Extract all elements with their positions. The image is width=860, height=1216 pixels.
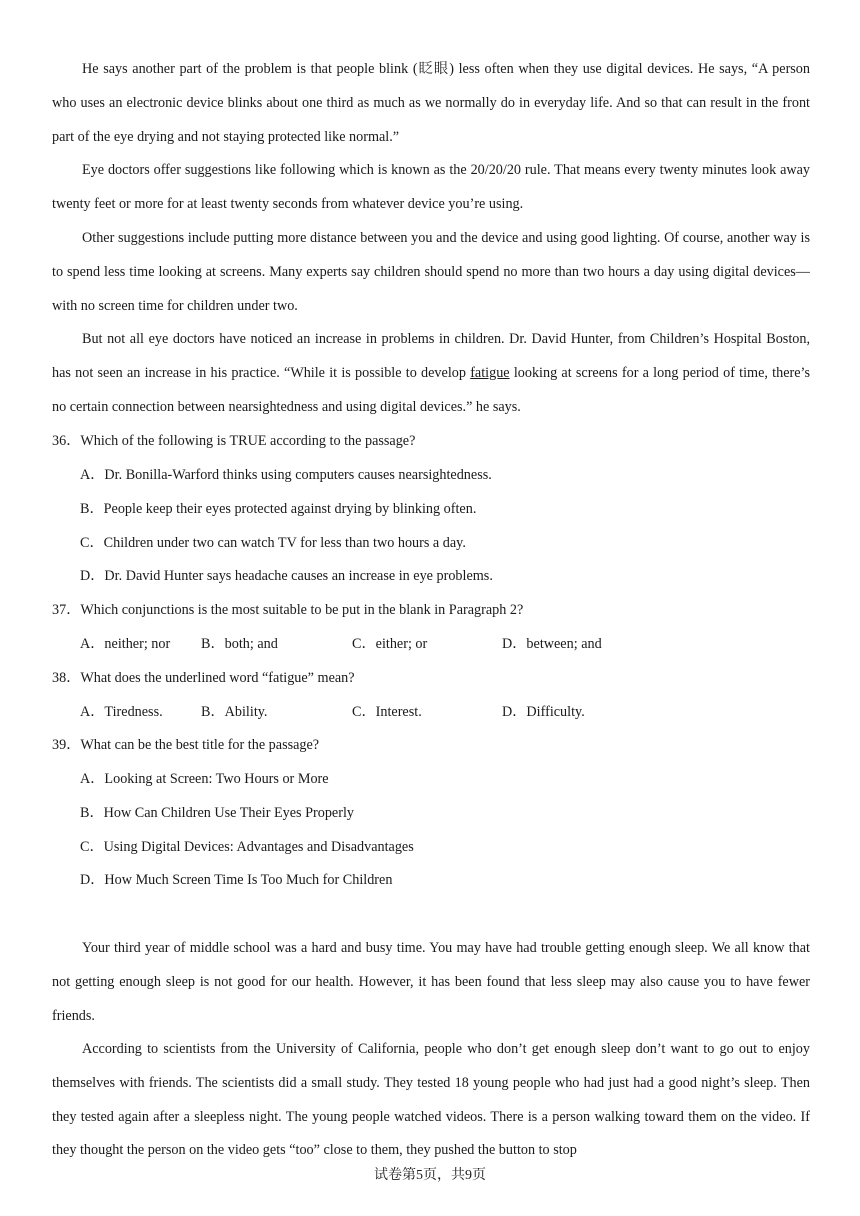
underlined-word-fatigue: fatigue	[470, 364, 510, 381]
question-38-stem: 38．What does the underlined word “fatigue” mean?	[52, 670, 355, 686]
question-36-option-b: B．People keep their eyes protected against drying by blinking often.	[80, 501, 477, 517]
question-39-option-d: D．How Much Screen Time Is Too Much for Children	[80, 872, 393, 888]
question-36-option-c: C．Children under two can watch TV for less than two hours a day.	[80, 535, 466, 551]
question-37-option-d: D．between; and	[502, 636, 602, 652]
question-36-option-d: D．Dr. David Hunter says headache causes an increase in eye problems.	[80, 568, 493, 584]
passage2-paragraph-2: According to scientists from the University of California, people who don’t get enough sleep don’t want to go out to enjoy themselves with friends. The scientists did a small study. They tested 18 young people who had just had a good night’s sleep. Then they tested again after a sleepless night. The young people watched videos. There is a person walking toward them on the video. If they thought the person on the video gets “too” close to them, they pushed the button to stop	[52, 1041, 810, 1159]
question-37-option-a: A．neither; nor	[80, 636, 171, 652]
passage2-paragraph-1: Your third year of middle school was a hard and busy time. You may have had trouble getting enough sleep. We all know that not getting enough sleep is not good for our health. However, it has been found that less sleep may also cause you to have fewer friends.	[52, 940, 810, 1024]
question-36-option-a: A．Dr. Bonilla-Warford thinks using computers causes nearsightedness.	[80, 467, 492, 483]
question-37-option-b: B．both; and	[201, 636, 278, 652]
question-37-option-c: C．either; or	[352, 636, 428, 652]
passage1-paragraph-2: Eye doctors offer suggestions like following which is known as the 20/20/20 rule. That means every twenty minutes look away twenty feet or more for at least twenty seconds from whatever device you’re using.	[52, 162, 810, 212]
paragraph-text: But not all eye doctors have noticed an increase in problems in children. Dr. David Hunter, from Children’s Hospital Boston, has not seen an increase in his practice. “While it is possible to develop	[52, 331, 810, 381]
question-38-option-d: D．Difficulty.	[502, 704, 585, 720]
question-38-option-c: C．Interest.	[352, 704, 422, 720]
passage1-paragraph-3: Other suggestions include putting more distance between you and the device and using good lighting. Of course, another way is to spend less time looking at screens. Many experts say children should spend no more than two hours a day using digital devices—with no screen time for children under two.	[52, 230, 810, 314]
passage1-paragraph-1: He says another part of the problem is that people blink (眨眼) less often when they use digital devices. He says, “A person who uses an electronic device blinks about one third as much as we normally do in everyday life. And so that can result in the front part of the eye drying and not staying protected like normal.”	[52, 61, 810, 145]
question-36-stem: 36．Which of the following is TRUE according to the passage?	[52, 433, 416, 449]
question-39-option-b: B．How Can Children Use Their Eyes Properly	[80, 805, 354, 821]
question-39-option-a: A．Looking at Screen: Two Hours or More	[80, 771, 329, 787]
question-37-stem: 37．Which conjunctions is the most suitable to be put in the blank in Paragraph 2?	[52, 602, 524, 618]
page-footer: 试卷第5页，共9页	[374, 1168, 486, 1183]
passage1-paragraph-4	[52, 323, 810, 424]
question-38-option-a: A．Tiredness.	[80, 704, 163, 720]
question-39-option-c: C．Using Digital Devices: Advantages and Disadvantages	[80, 839, 414, 855]
question-38-option-b: B．Ability.	[201, 704, 268, 720]
question-39-stem: 39．What can be the best title for the passage?	[52, 737, 320, 753]
paragraph-text: looking at screens for a long period of time, there’s no certain connection between nearsightedness and using digital devices.” he says.	[52, 364, 810, 415]
